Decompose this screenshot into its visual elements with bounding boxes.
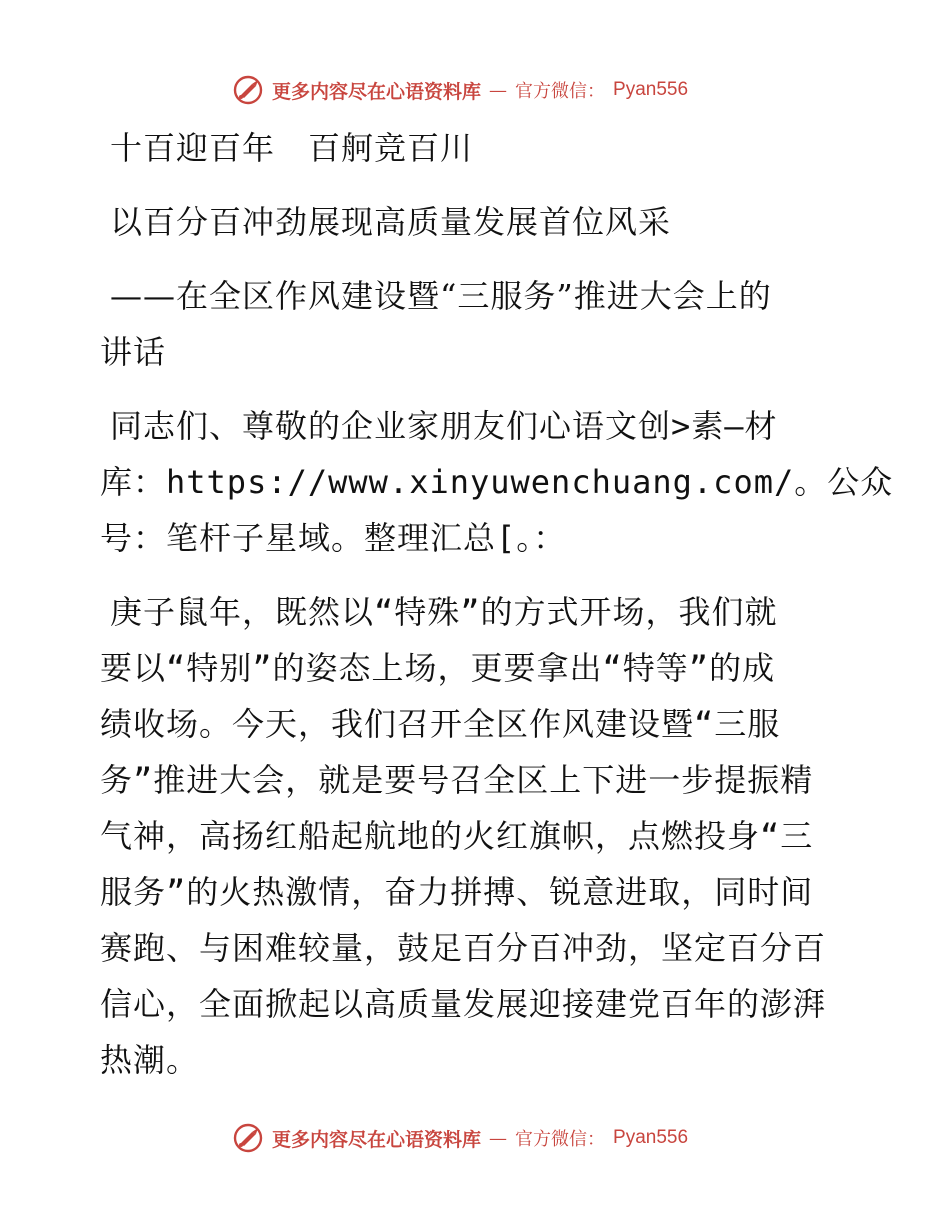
greeting-line-1: 同志们、尊敬的企业家朋友们心语文创>素—材 [110,407,778,445]
title-line-1: 十百迎百年 百舸竞百川 [110,129,474,167]
paragraph-line: 赛跑、与困难较量，鼓足百分百冲劲，坚定百分百 [100,929,827,967]
paragraph-line: 气神，高扬红船起航地的火红旗帜，点燃投身“三 [100,817,814,855]
document-body [100,120,894,1088]
paragraph-line: 信心，全面掀起以高质量发展迎接建党百年的澎湃 [100,985,827,1023]
banner-sub-text: 官方微信： [515,1129,606,1150]
banner-main-text: 更多内容尽在心语资料库 [272,80,482,103]
greeting-line-3: 号：笔杆子星域。整理汇总[。： [100,519,567,557]
paragraph-line: 服务”的火热激情，奋力拼搏、锐意进取，同时间 [100,873,814,911]
paragraph-line: 庚子鼠年，既然以“特殊”的方式开场，我们就 [110,593,778,631]
banner-wechat-id: Pyan556 [613,1127,689,1148]
greeting-line-2: 库：https://www.xinyuwenchuang.com/。公众 [100,463,894,501]
banner-sub-text: 官方微信： [515,81,606,102]
paragraph-line: 热潮。 [100,1041,200,1079]
pen-logo-icon [232,1122,264,1154]
pen-logo-icon [232,74,264,106]
banner-dash: — [489,79,508,101]
paragraph-line: 绩收场。今天，我们召开全区作风建设暨“三服 [100,705,781,743]
banner-main-text: 更多内容尽在心语资料库 [272,1128,482,1151]
subtitle-line-2: 讲话 [100,333,167,371]
header-watermark-banner [232,72,688,108]
banner-dash: — [489,1127,508,1149]
banner-wechat-id: Pyan556 [613,79,689,100]
title-line-2: 以百分百冲劲展现高质量发展首位风采 [110,203,672,241]
paragraph-line: 务”推进大会，就是要号召全区上下进一步提振精 [100,761,814,799]
subtitle-line-1: ——在全区作风建设暨“三服务”推进大会上的 [110,277,772,315]
paragraph-line: 要以“特别”的姿态上场，更要拿出“特等”的成 [100,649,776,687]
footer-watermark-banner [232,1120,688,1156]
